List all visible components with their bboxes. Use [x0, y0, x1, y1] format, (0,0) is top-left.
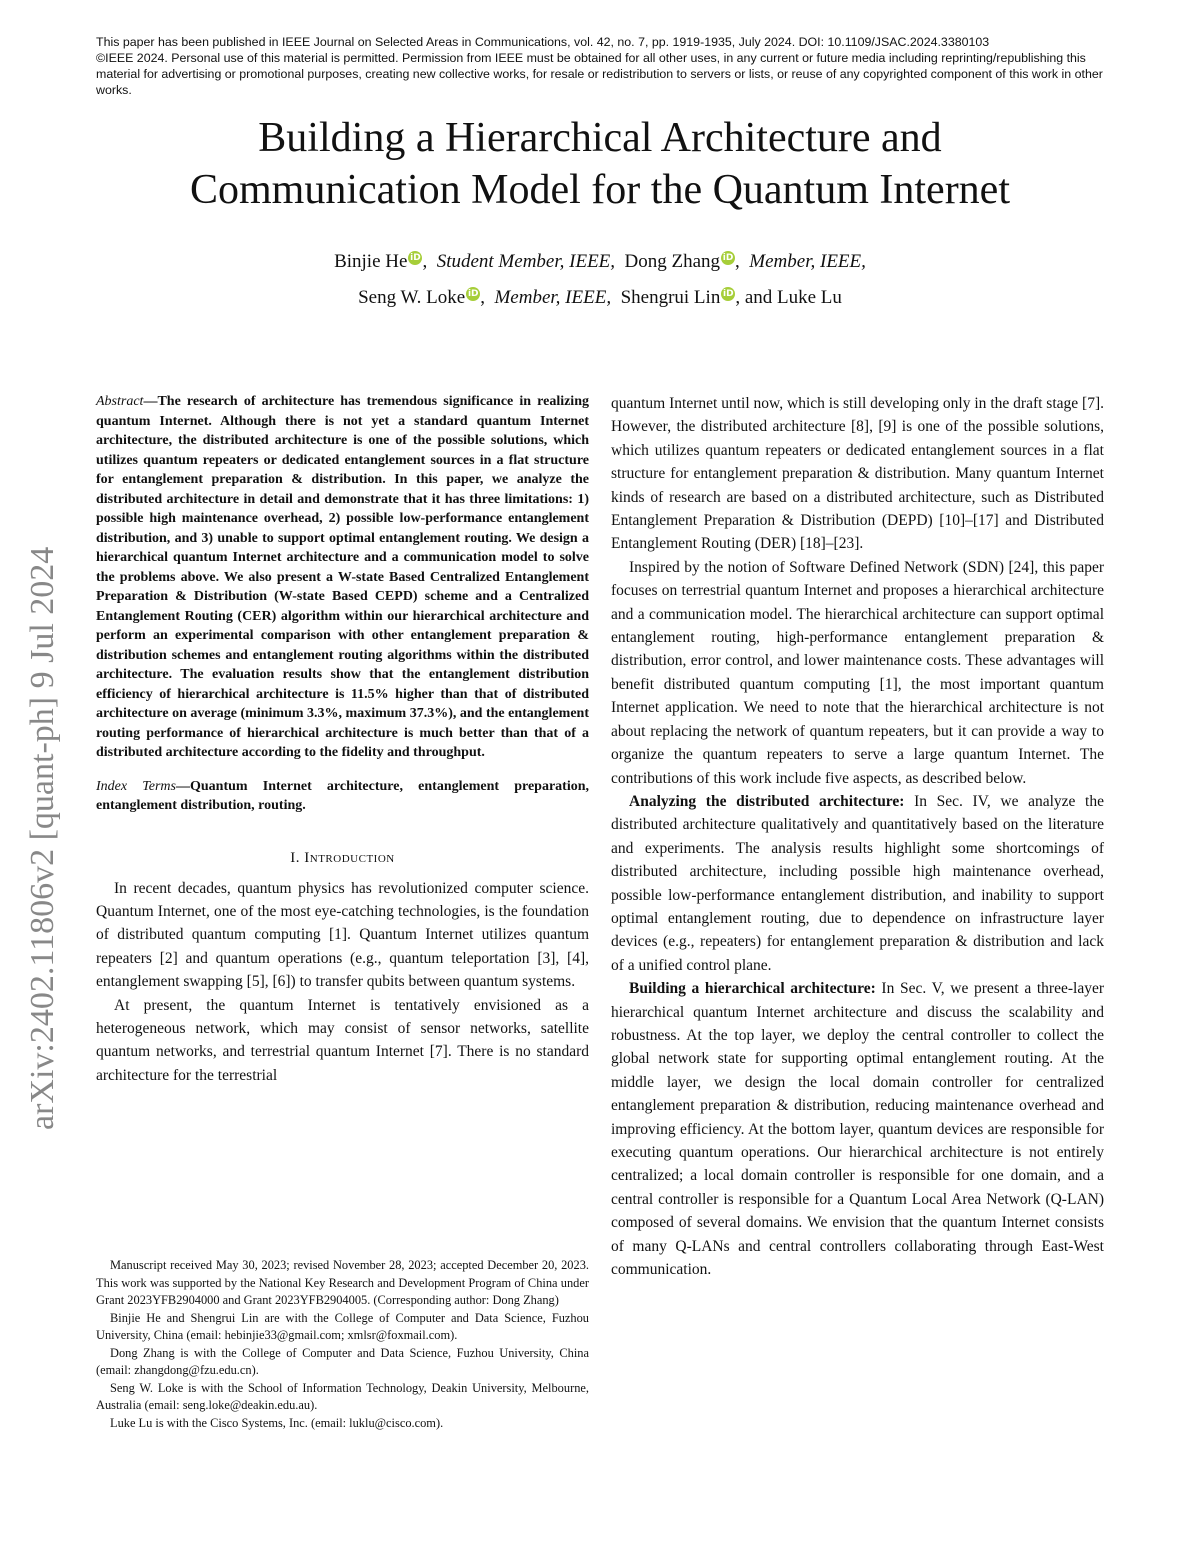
author-name: Seng W. Loke: [358, 287, 466, 308]
footnote-affiliation: Binjie He and Shengrui Lin are with the College of Computer and Data Science, Fuzhou University, China (email: hebinjie33@gmail.com; xmlsr@foxmail.com).: [96, 1310, 589, 1342]
title-line-2: Communication Model for the Quantum Internet: [190, 167, 1010, 213]
footnotes: [96, 1257, 589, 1432]
footnote-manuscript: Manuscript received May 30, 2023; revised November 28, 2023; accepted December 20, 2023. This work was supported by the National Key Research and Development Program of China under Grant 2023YFB2904000 and Grant 2023YFB2904005. (Corresponding author: Dong Zhang): [96, 1258, 589, 1307]
ieee-copyright-notice: ©IEEE 2024. Personal use of this material is permitted. Permission from IEEE must be obtained for all other uses, in any current or future media including reprinting/republishing this material for advertising or promotional purposes, creating new collective works, for resale or redistribution to servers or lists, or reuse of any copyrighted component of this work in other works.: [96, 51, 1103, 97]
title-line-1: Building a Hierarchical Architecture and: [258, 115, 942, 161]
paper-title: [80, 112, 1120, 216]
author-name: Dong Zhang: [624, 251, 721, 272]
orcid-icon[interactable]: iD: [467, 288, 479, 299]
body-paragraph: In recent decades, quantum physics has revolutionized computer science. Quantum Internet, one of the most eye-catching technologies, is the foundation of distributed quantum computing [1]. Quantum Internet utilizes quantum repeaters [2] and quantum operations (e.g., quantum teleportation [3], [4], entanglement swapping [5], [6]) to transfer qubits between quantum systems.: [96, 879, 589, 991]
contribution-heading: Building a hierarchical architecture:: [629, 980, 876, 998]
orcid-icon[interactable]: iD: [723, 288, 734, 299]
body-paragraph: At present, the quantum Internet is tentatively envisioned as a heterogeneous network, which may consist of sensor networks, satellite quantum networks, and terrestrial quantum Internet [7]. There is no standard architecture for the terrestrial: [96, 996, 589, 1084]
orcid-icon[interactable]: iD: [410, 252, 421, 263]
index-terms-label: Index Terms: [96, 778, 176, 794]
author-list: Binjie He iD, Student Member, IEEE, Dong Zhang iD, Member, IEEE, Seng W. Loke iD, Member, IEEE, Shengrui Lin iD, and Luke Lu: [334, 251, 866, 308]
abstract-label: Abstract: [96, 394, 144, 409]
contribution-text: In Sec. IV, we analyze the distributed architecture qualitatively and quantitatively based on the literature and experiments. The analysis results highlight some shortcomings of distributed architecture, including possible high maintenance overhead, possible low-performance entanglement distribution, and inability to support optimal entanglement routing, due to dependence on infrastructure layer devices (e.g., repeaters) for entanglement preparation & distribution and lack of a unified control plane.: [611, 792, 1104, 974]
copyright-notice: [96, 34, 1106, 98]
section-heading: I. Introduction: [290, 849, 395, 866]
publication-notice: This paper has been published in IEEE Journal on Selected Areas in Communications, vol. 42, no. 7, pp. 1919-1935, July 2024. DOI: 10.1109/JSAC.2024.3380103: [96, 35, 990, 49]
author-membership: Student Member, IEEE,: [436, 251, 616, 272]
author-name: , and Luke Lu: [735, 287, 842, 308]
contribution-text: In Sec. V, we present a three-layer hierarchical quantum Internet architecture and discuss the scalability and robustness. At the top layer, we deploy the central controller to collect the global network state for supporting optimal entanglement routing. At the middle layer, we design the local domain controller for centralized entanglement preparation & distribution, reducing maintenance overhead and improving efficiency. At the bottom layer, quantum devices are responsible for executing quantum operations. Our hierarchical architecture is not entirely centralized; a local domain controller is responsible for one domain, and a central controller is responsible for a Quantum Local Area Network (Q-LAN) composed of several domains. We envision that the quantum Internet consists of many Q-LANs and central controllers collaborating through East-West communication.: [611, 980, 1104, 1279]
author-membership: Member, IEEE,: [749, 251, 866, 272]
arxiv-stamp: arXiv:2402.11806v2 [quant-ph] 9 Jul 2024: [24, 546, 61, 1130]
footnote-affiliation: Dong Zhang is with the College of Computer and Data Science, Fuzhou University, China (email: zhangdong@fzu.edu.cn).: [96, 1345, 589, 1377]
right-column: [611, 392, 1104, 1281]
author-name: Binjie He: [334, 251, 408, 272]
author-name: Shengrui Lin: [620, 287, 721, 308]
abstract-text: —The research of architecture has tremendous significance in realizing quantum Internet. Although there is not yet a standard quantum Internet architecture, the distributed architecture is one of the possible solutions, which utilizes quantum repeaters or dedicated entanglement sources in a flat structure for entanglement preparation & distribution. In this paper, we analyze the distributed architecture in detail and demonstrate that it has three limitations: 1) possible high maintenance overhead, 2) possible low-performance entanglement distribution, and 3) unable to support optimal entanglement routing. We design a hierarchical quantum Internet architecture and a communication model to solve the problems above. We also present a W-state Based Centralized Entanglement Preparation & Distribution (W-state Based CEPD) scheme and a Centralized Entanglement Routing (CER) algorithm within our hierarchical architecture and perform an experimental comparison with other entanglement preparation & distribution schemes and entanglement routing algorithms within the distributed architecture. The evaluation results show that the entanglement distribution efficiency of hierarchical architecture is 11.5% higher than that of distributed architecture on average (minimum 3.3%, maximum 37.3%), and the entanglement routing performance of hierarchical architecture is much better than that of a distributed architecture according to the fidelity and throughput.: [96, 394, 589, 760]
left-column: [96, 392, 589, 1087]
body-paragraph: Inspired by the notion of Software Defined Network (SDN) [24], this paper focuses on terrestrial quantum Internet and proposes a hierarchical architecture and a communication model. The hierarchical architecture can support optimal entanglement routing, high-performance entanglement preparation & distribution, error control, and lower maintenance costs. These advantages will benefit distributed quantum computing [1], the most important quantum Internet application. We need to note that the hierarchical architecture is not about replacing the network of quantum repeaters, but it can provide a way to organize the quantum repeaters to serve a large quantum Internet. The contributions of this work include five aspects, as described below.: [611, 558, 1104, 787]
abstract: [96, 392, 589, 763]
index-terms-text: —Quantum Internet architecture, entanglement preparation, entanglement distribution, routing.: [96, 778, 590, 813]
orcid-icon[interactable]: iD: [722, 252, 734, 263]
footnote-affiliation: Seng W. Loke is with the School of Information Technology, Deakin University, Melbourne, Australia (email: seng.loke@deakin.edu.au).: [96, 1380, 589, 1412]
index-terms: [96, 777, 589, 816]
body-paragraph: quantum Internet until now, which is still developing only in the draft stage [7]. However, the distributed architecture [8], [9] is one of the possible solutions, which utilizes quantum repeaters or dedicated entanglement sources in a flat structure for entanglement preparation & distribution. Many quantum Internet kinds of research are based on a distributed architecture, such as Distributed Entanglement Preparation & Distribution (DEPD) [10]–[17] and Distributed Entanglement Routing (DER) [18]–[23].: [611, 395, 1104, 553]
footnote-affiliation: Luke Lu is with the Cisco Systems, Inc. (email: luklu@cisco.com).: [110, 1415, 444, 1430]
contribution-paragraph: [611, 977, 1104, 1281]
contribution-paragraph: [611, 790, 1104, 977]
author-membership: Member, IEEE,: [494, 287, 612, 308]
contribution-heading: Analyzing the distributed architecture:: [629, 792, 905, 810]
